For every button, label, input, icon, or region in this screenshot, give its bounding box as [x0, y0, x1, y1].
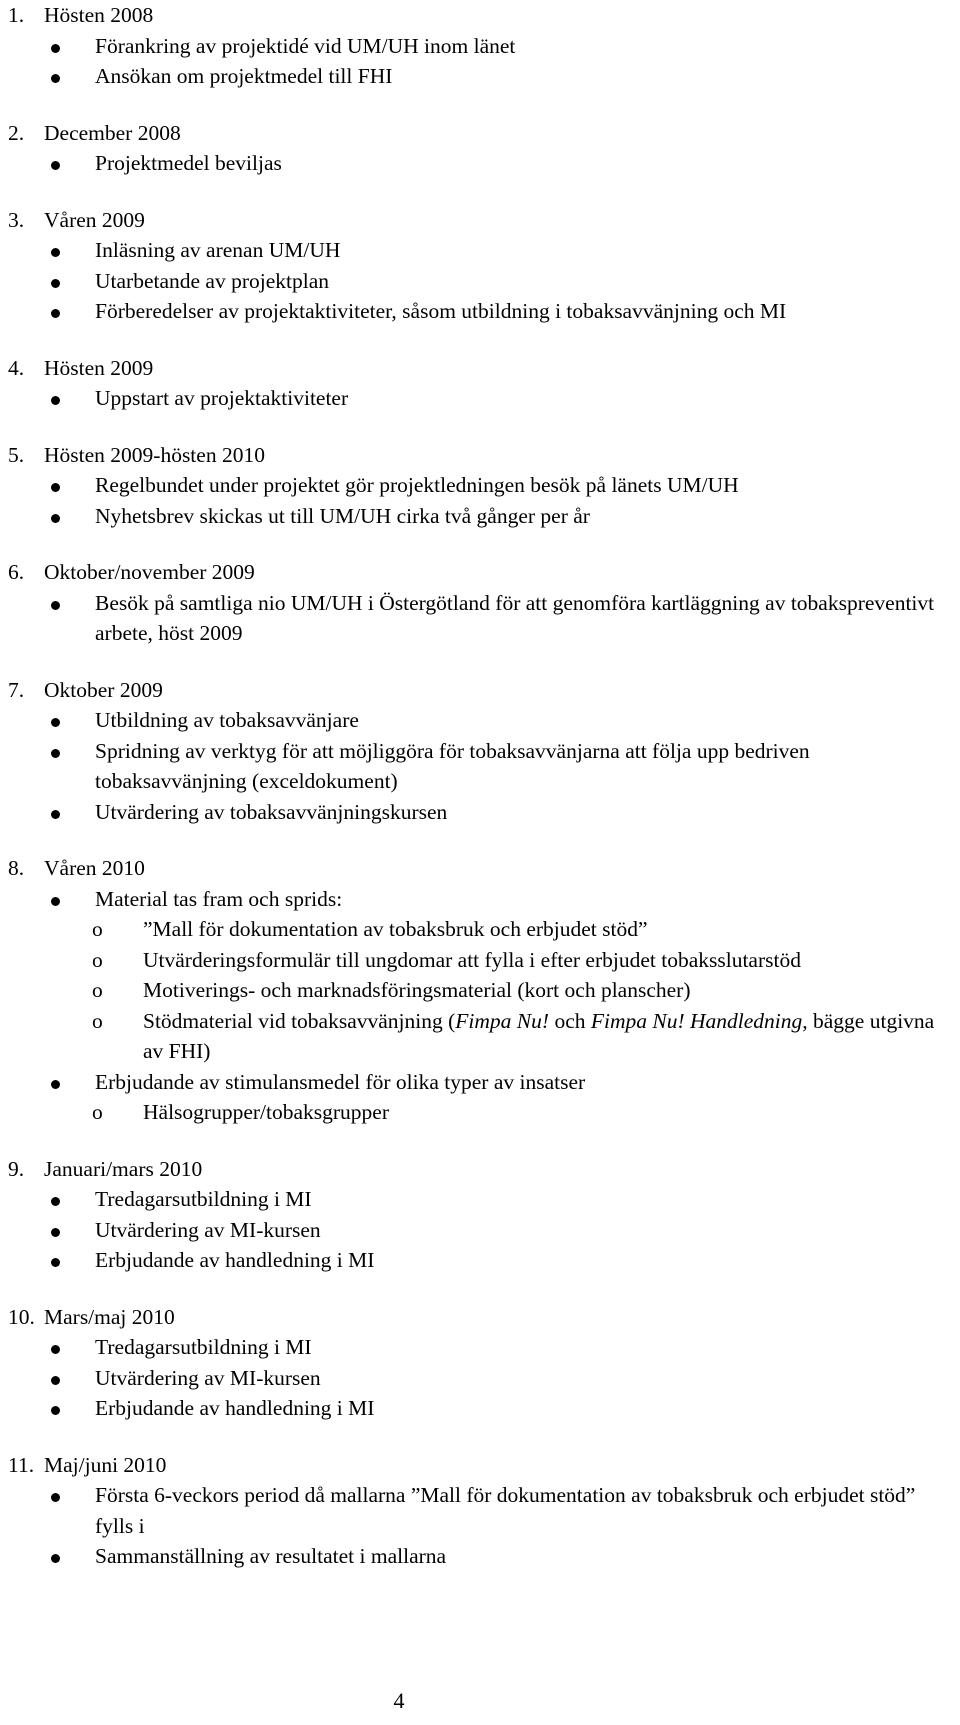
bullet-dot-icon — [51, 514, 60, 523]
italic-title: Fimpa Nu! — [455, 1008, 550, 1033]
bullet-text: Erbjudande av stimulansmedel för olika typer av insatser — [95, 1069, 586, 1094]
sub-item — [0, 1097, 960, 1128]
bullet-item — [0, 1393, 960, 1424]
bullet-text: Erbjudande av handledning i MI — [95, 1248, 375, 1272]
bullet-item — [0, 383, 960, 414]
bullet-dot-icon — [51, 1554, 60, 1563]
section-heading — [0, 557, 960, 588]
section-number: 3. — [8, 207, 25, 232]
bullet-dot-icon — [51, 248, 60, 257]
bullet-dot-icon — [51, 279, 60, 288]
bullet-text: Erbjudande av handledning i MI — [95, 1396, 375, 1420]
bullet-item — [0, 1541, 960, 1572]
bullet-item — [0, 588, 960, 649]
bullet-dot-icon — [51, 749, 60, 758]
bullet-text: Tredagarsutbildning i MI — [95, 1335, 312, 1359]
section-title: Hösten 2008 — [44, 3, 154, 27]
sub-item — [0, 975, 960, 1006]
bullet-text: Uppstart av projektaktiviteter — [95, 386, 349, 410]
section-number: 1. — [8, 3, 25, 27]
section-heading — [0, 675, 960, 706]
section-heading — [0, 205, 960, 236]
section-title: Hösten 2009-hösten 2010 — [44, 442, 265, 467]
bullet-text: Inläsning av arenan UM/UH — [95, 238, 341, 262]
section-number: 4. — [8, 355, 25, 380]
bullet-dot-icon — [51, 396, 60, 405]
bullet-dot-icon — [51, 1406, 60, 1415]
section-number: 2. — [8, 120, 25, 145]
section-number: 8. — [8, 856, 25, 880]
sub-item — [0, 914, 960, 945]
bullet-text: Besök på samtliga nio UM/UH i Östergötland för att genomföra kartläggning av tobakspreventivt arbete, höst 2009 — [95, 590, 935, 645]
bullet-text: Första 6-veckors period då mallarna ”Mall för dokumentation av tobaksbruk och erbjudet stöd” fylls i — [95, 1483, 916, 1538]
text-run: Hälsogrupper/tobaksgrupper — [143, 1100, 389, 1124]
sub-bullet-marker: o — [92, 1100, 103, 1124]
bullet-text: Tredagarsutbildning i MI — [95, 1187, 312, 1211]
bullet-dot-icon — [51, 74, 60, 83]
bullet-item — [0, 61, 960, 92]
section-title: Maj/juni 2010 — [44, 1452, 167, 1477]
bullet-item — [0, 235, 960, 266]
list-section — [0, 1154, 960, 1276]
bullet-dot-icon — [51, 1080, 60, 1089]
bullet-item — [0, 884, 960, 915]
bullet-text: Utvärdering av MI-kursen — [95, 1217, 321, 1242]
sub-bullet-marker: o — [92, 1008, 103, 1033]
bullet-dot-icon — [51, 718, 60, 727]
bullet-text: Sammanställning av resultatet i mallarna — [95, 1544, 447, 1568]
list-section — [0, 440, 960, 532]
bullet-item — [0, 296, 960, 327]
bullet-text: Nyhetsbrev skickas ut till UM/UH cirka två gånger per år — [95, 503, 590, 528]
sub-item-text — [143, 1100, 389, 1124]
bullet-dot-icon — [51, 810, 60, 819]
list-section — [0, 353, 960, 414]
list-section — [0, 1450, 960, 1572]
sub-item-text — [143, 1009, 934, 1064]
list-section — [0, 1302, 960, 1424]
bullet-dot-icon — [51, 161, 60, 170]
bullet-dot-icon — [51, 1376, 60, 1385]
bullet-item — [0, 705, 960, 736]
bullet-item — [0, 1184, 960, 1215]
section-title: Mars/maj 2010 — [44, 1304, 175, 1329]
section-heading — [0, 1450, 960, 1481]
bullet-text: Utvärdering av tobaksavvänjningskursen — [95, 799, 448, 824]
bullet-text: Förberedelser av projektaktiviteter, såsom utbildning i tobaksavvänjning och MI — [95, 299, 787, 323]
sub-item-text — [143, 978, 690, 1002]
section-number: 11. — [8, 1452, 35, 1477]
bullet-dot-icon — [51, 44, 60, 53]
list-section — [0, 853, 960, 1128]
bullet-item — [0, 1245, 960, 1276]
list-section — [0, 205, 960, 327]
bullet-text: Material tas fram och sprids: — [95, 886, 343, 911]
section-title: December 2008 — [44, 120, 181, 145]
text-run: Utvärderingsformulär till ungdomar att fylla i efter erbjudet tobaksslutarstöd — [143, 947, 801, 972]
italic-title: Fimpa Nu! Handledning — [590, 1008, 803, 1033]
section-heading — [0, 353, 960, 384]
list-section — [0, 118, 960, 179]
bullet-text: Spridning av verktyg för att möjliggöra för tobaksavvänjarna att följa upp bedriven tobaksavvänjning (exceldokument) — [95, 738, 810, 793]
section-title: Oktober/november 2009 — [44, 560, 255, 584]
bullet-item — [0, 1480, 960, 1541]
bullet-item — [0, 1363, 960, 1394]
section-heading — [0, 440, 960, 471]
bullet-item — [0, 736, 960, 797]
section-title: Våren 2010 — [44, 856, 145, 880]
bullet-text: Regelbundet under projektet gör projektledningen besök på länets UM/UH — [95, 473, 739, 497]
text-run: Stödmaterial vid tobaksavvänjning ( — [143, 1008, 456, 1033]
bullet-dot-icon — [51, 483, 60, 492]
page-number: 4 — [393, 1688, 405, 1713]
bullet-text: Förankring av projektidé vid UM/UH inom länet — [95, 33, 516, 58]
bullet-item — [0, 31, 960, 62]
section-title: Januari/mars 2010 — [44, 1156, 203, 1181]
bullet-item — [0, 1332, 960, 1363]
section-heading — [0, 118, 960, 149]
bullet-dot-icon — [51, 1345, 60, 1354]
section-heading — [0, 0, 960, 31]
section-heading — [0, 1154, 960, 1185]
sub-item — [0, 1006, 960, 1067]
sub-bullet-marker: o — [92, 917, 103, 941]
sub-item-text — [143, 917, 648, 941]
section-number: 10. — [8, 1304, 35, 1329]
list-section — [0, 557, 960, 649]
sub-item — [0, 945, 960, 976]
sub-bullet-marker: o — [92, 978, 103, 1002]
bullet-item — [0, 148, 960, 179]
section-heading — [0, 853, 960, 884]
sub-item-text — [143, 948, 801, 972]
bullet-text: Utvärdering av MI-kursen — [95, 1365, 321, 1390]
bullet-dot-icon — [51, 1493, 60, 1502]
list-section — [0, 0, 960, 92]
text-run: ”Mall för dokumentation av tobaksbruk och erbjudet stöd” — [143, 917, 648, 941]
text-run: Motiverings- och marknadsföringsmaterial (kort och planscher) — [143, 978, 691, 1002]
sub-bullet-marker: o — [92, 947, 103, 972]
bullet-item — [0, 1067, 960, 1098]
bullet-item — [0, 470, 960, 501]
section-heading — [0, 1302, 960, 1333]
bullet-dot-icon — [51, 1197, 60, 1206]
text-run: , bägge utgivna av FHI) — [143, 1008, 935, 1063]
bullet-text: Projektmedel beviljas — [95, 151, 282, 175]
section-number: 5. — [8, 442, 25, 467]
section-title: Våren 2009 — [44, 207, 145, 232]
section-title: Oktober 2009 — [44, 677, 163, 702]
text-run: och — [549, 1008, 591, 1033]
bullet-item — [0, 266, 960, 297]
bullet-dot-icon — [51, 1258, 60, 1267]
bullet-text: Utbildning av tobaksavvänjare — [95, 708, 359, 732]
bullet-item — [0, 797, 960, 828]
bullet-dot-icon — [51, 897, 60, 906]
list-section — [0, 675, 960, 828]
bullet-item — [0, 1215, 960, 1246]
bullet-text: Utarbetande av projektplan — [95, 268, 330, 293]
bullet-dot-icon — [51, 601, 60, 610]
bullet-dot-icon — [51, 1228, 60, 1237]
section-title: Hösten 2009 — [44, 355, 154, 380]
bullet-text: Ansökan om projektmedel till FHI — [95, 64, 393, 88]
section-number: 6. — [8, 560, 25, 584]
section-number: 9. — [8, 1156, 25, 1181]
bullet-item — [0, 501, 960, 532]
section-number: 7. — [8, 677, 25, 702]
bullet-dot-icon — [51, 309, 60, 318]
